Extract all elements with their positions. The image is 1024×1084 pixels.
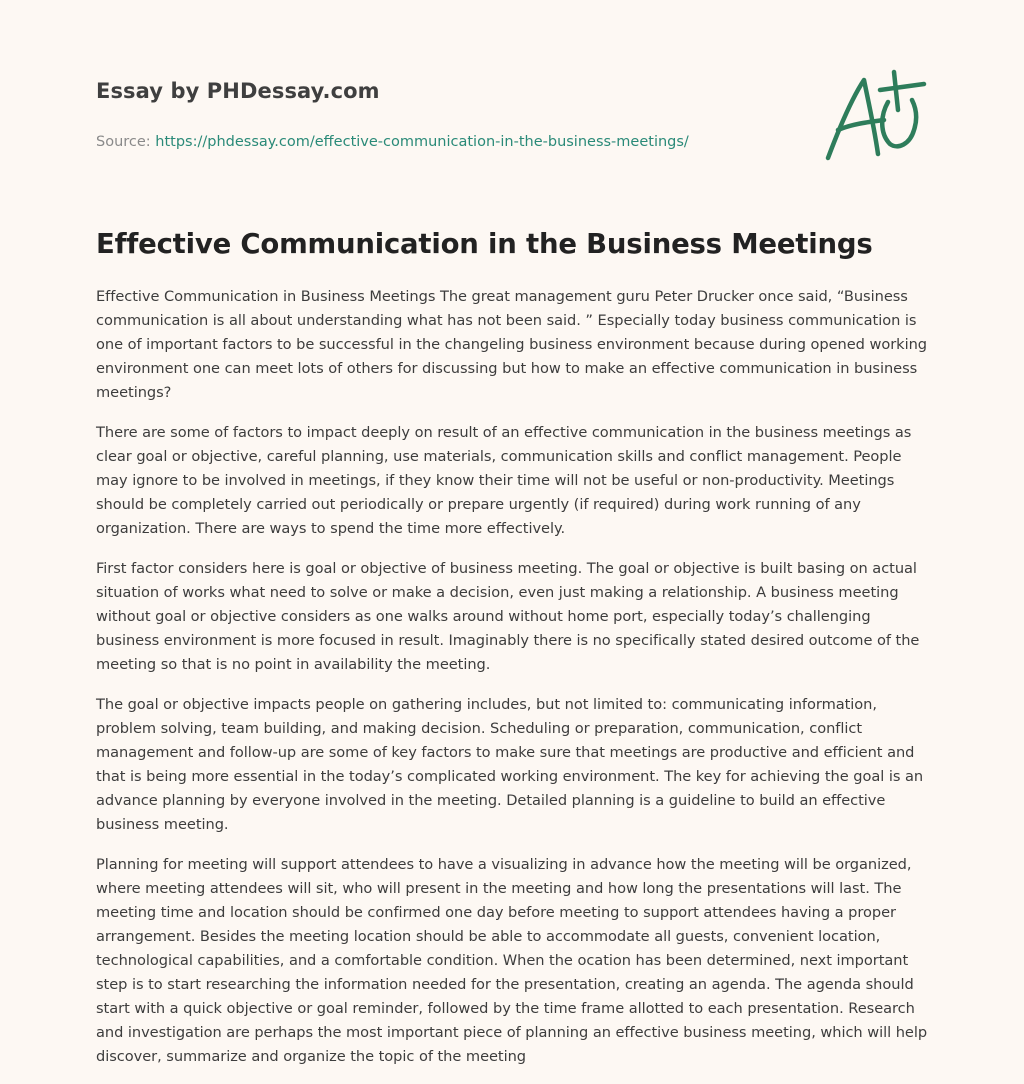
source-label: Source: <box>96 134 151 150</box>
paragraph: Planning for meeting will support attendees to have a visualizing in advance how the meeting will be organized, where meeting attendees will sit, who will present in the meeting and how long the presentations will last. The meeting time and location should be confirmed one day before meeting to support attendees having a proper arrangement. Besides the meeting location should be able to accommodate all guests, convenient location, technological capabilities, and a comfortable condition. When the ocation has been determined, next important step is to start researching the information needed for the presentation, creating an agenda. The agenda should start with a quick objective or goal reminder, followed by the time frame allotted to each presentation. Research and investigation are perhaps the most important piece of planning an effective business meeting, which will help discover, summarize and organize the topic of the meeting <box>96 856 928 1065</box>
article-body <box>96 285 928 1084</box>
paragraph: There are some of factors to impact deeply on result of an effective communication in the business meetings as clear goal or objective, careful planning, use materials, communication skills and conflict management. People may ignore to be involved in meetings, if they know their time will not be useful or non-productivity. Meetings should be completely carried out periodically or prepare urgently (if required) during work running of any organization. There are ways to spend the time more effectively. <box>96 424 912 537</box>
header <box>96 76 796 152</box>
source-link[interactable]: https://phdessay.com/effective-communication-in-the-business-meetings/ <box>155 134 689 150</box>
paragraph: Effective Communication in Business Meetings The great management guru Peter Drucker once said, “Business communication is all about understanding what has not been said. ” Especially today business communication is one of important factors to be successful in the changeling business environment because during opened working environment one can meet lots of others for discussing but how to make an effective communication in business meetings? <box>96 288 927 401</box>
site-brand: Essay by PHDessay.com <box>96 79 380 103</box>
paragraph: First factor considers here is goal or objective of business meeting. The goal or objective is built basing on actual situation of works what need to solve or make a decision, even just making a relationship. A business meeting without goal or objective considers as one walks around without home port, especially today’s challenging business environment is more focused in result. Imaginably there is no specifically stated desired outcome of the meeting so that is no point in availability the meeting. <box>96 560 920 673</box>
article-title: Effective Communication in the Business Meetings <box>96 228 873 260</box>
source-line <box>96 132 796 152</box>
a-plus-logo-icon <box>818 64 930 168</box>
paragraph: The goal or objective impacts people on gathering includes, but not limited to: communicating information, problem solving, team building, and making decision. Scheduling or preparation, communication, conflict management and follow-up are some of key factors to make sure that meetings are productive and efficient and that is being more essential in the today’s complicated working environment. The key for achieving the goal is an advance planning by everyone involved in the meeting. Detailed planning is a guideline to build an effective business meeting. <box>96 696 924 833</box>
